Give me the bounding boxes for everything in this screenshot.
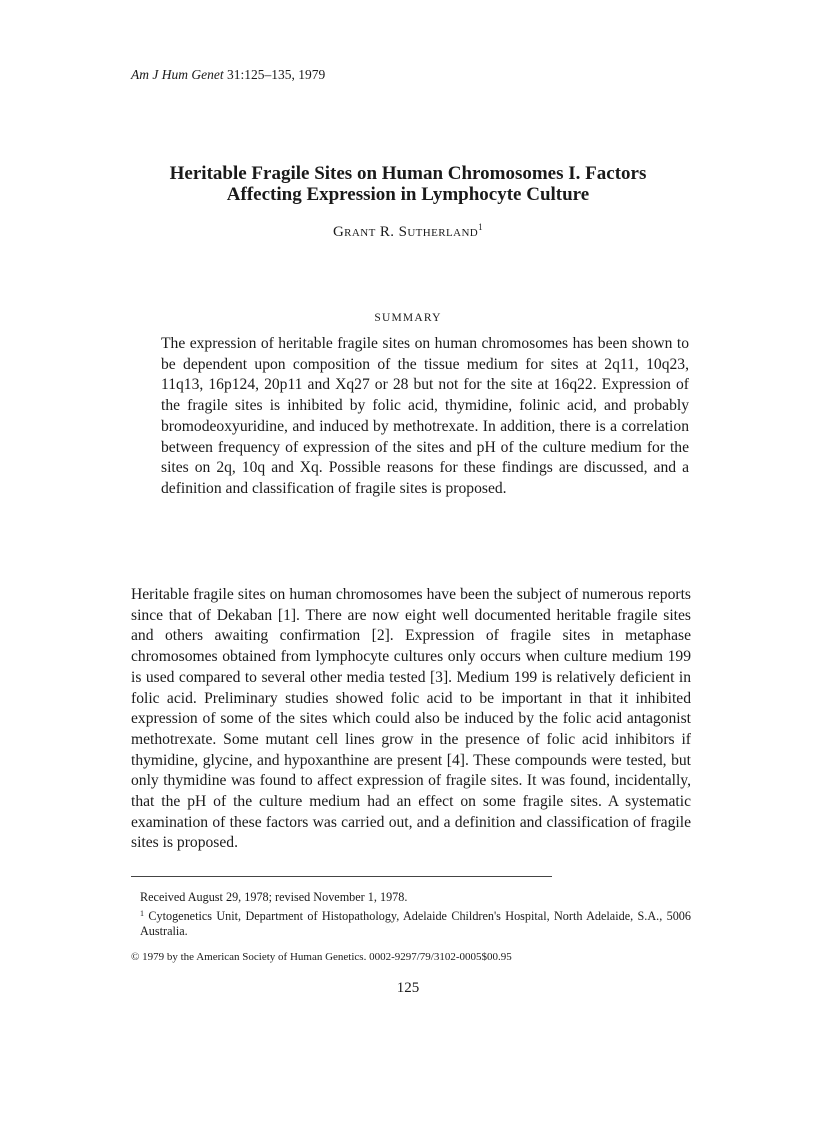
affiliation-text: Cytogenetics Unit, Department of Histopathology, Adelaide Children's Hospital, North Adelaide, S.A., 5006 Australia. [140, 908, 691, 938]
footnotes [131, 890, 691, 940]
affiliation-note [131, 906, 691, 940]
author-footnote-mark: 1 [478, 222, 484, 232]
body-paragraph: Heritable fragile sites on human chromosomes have been the subject of numerous reports since that of Dekaban [1]. There are now eight well documented heritable fragile sites and others awaiting confirmation [2]. Expression of fragile sites in metaphase chromosomes obtained from lymphocyte cultures only occurs when culture medium 199 is used compared to several other media tested [3]. Medium 199 is relatively deficient in folic acid. Preliminary studies showed folic acid to be important in that it inhibited expression of some of the sites which could also be induced by the folic acid antagonist methotrexate. Some mutant cell lines grow in the presence of folic acid inhibitors if thymidine, glycine, and hypoxanthine are present [4]. These compounds were tested, but only thymidine was found to affect expression of fragile sites. It was found, incidentally, that the pH of the culture medium had an effect on some fragile sites. A systematic examination of these factors was carried out, and a definition and classification of fragile sites is proposed. [131, 586, 691, 852]
article-title [100, 163, 716, 205]
affiliation-mark: 1 [140, 908, 144, 918]
author-name: Grant R. Sutherland [332, 224, 479, 240]
summary-text: The expression of heritable fragile sites on human chromosomes has been shown to be dependent upon composition of the tissue medium for sites at 2q11, 10q23, 11q13, 16p124, 20p11 and Xq27 or 28 but not for the site at 16q22. Expression of the fragile sites is inhibited by folic acid, thymidine, folinic acid, and probably bromodeoxyuridine, and induced by methotrexate. In addition, there is a correlation between frequency of expression of the sites and pH of the culture medium for the sites on 2q, 10q and Xq. Possible reasons for these findings are discussed, and a definition and classification of fragile sites is proposed. [161, 335, 689, 497]
received-date-note: Received August 29, 1978; revised November 1, 1978. [140, 890, 408, 904]
journal-citation [131, 67, 325, 83]
footnote-divider [131, 876, 552, 877]
author-byline [100, 222, 716, 241]
copyright-line: © 1979 by the American Society of Human Genetics. 0002-9297/79/3102-0005$00.95 [131, 951, 512, 963]
journal-abbrev: Am J Hum Genet [131, 67, 224, 82]
page-number: 125 [396, 980, 420, 996]
title-line-1: Heritable Fragile Sites on Human Chromosomes I. Factors [169, 163, 647, 184]
summary-heading: SUMMARY [374, 312, 442, 324]
title-line-2: Affecting Expression in Lymphocyte Culture [226, 184, 590, 205]
volume-pages-year: 31:125–135, 1979 [223, 67, 326, 82]
